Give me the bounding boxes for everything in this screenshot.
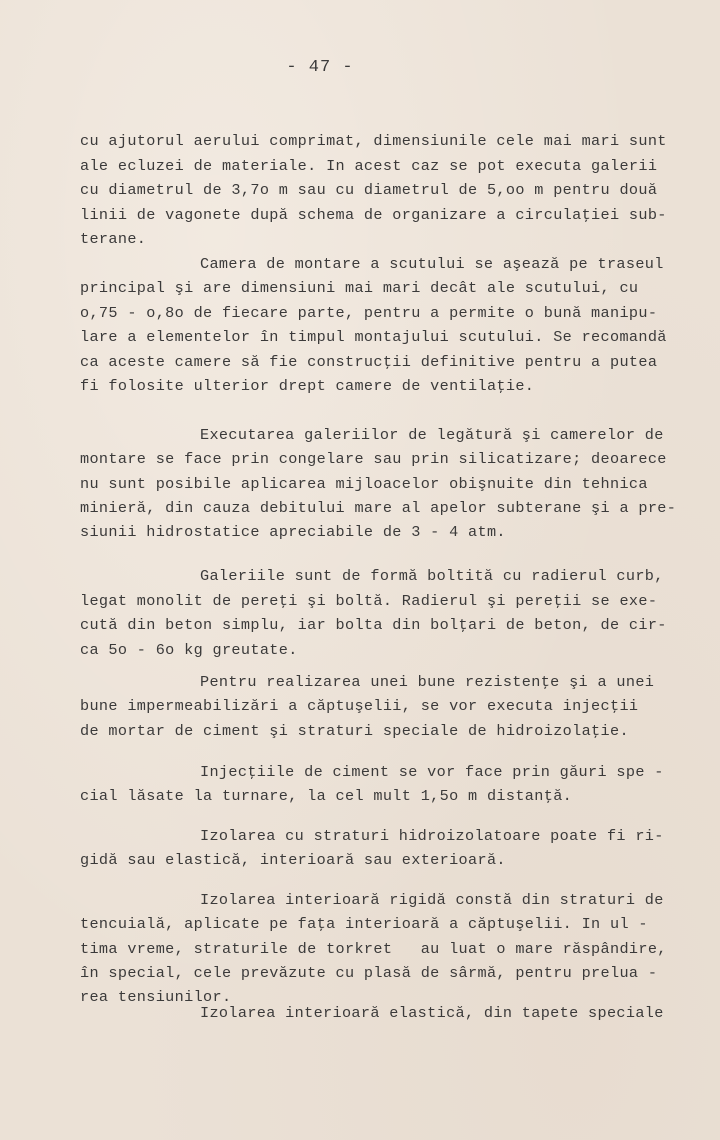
- text-line: rea tensiunilor.: [80, 988, 232, 1006]
- text-line: Galeriile sunt de formă boltită cu radierul curb,: [200, 567, 664, 585]
- text-line: bune impermeabilizări a căptuşelii, se vor executa injecţii: [80, 697, 639, 715]
- text-line: Izolarea interioară elastică, din tapete speciale: [200, 1004, 664, 1022]
- text-line: cu diametrul de 3,7o m sau cu diametrul de 5,oo m pentru două: [80, 181, 658, 199]
- text-line: lare a elementelor în timpul montajului scutului. Se recomandă: [80, 328, 667, 346]
- text-line: nu sunt posibile aplicarea mijloacelor obişnuite din tehnica: [80, 475, 648, 493]
- text-line: tima vreme, straturile de torkret au luat o mare răspândire,: [80, 940, 667, 958]
- text-line: Injecţiile de ciment se vor face prin găuri spe -: [200, 763, 664, 781]
- text-line: linii de vagonete după schema de organizare a circulaţiei sub-: [80, 206, 667, 224]
- text-line: Executarea galeriilor de legătură şi camerelor de: [200, 426, 664, 444]
- text-line: siunii hidrostatice apreciabile de 3 - 4 atm.: [80, 523, 506, 541]
- text-line: cută din beton simplu, iar bolta din bolţari de beton, de cir-: [80, 616, 667, 634]
- text-line: montare se face prin congelare sau prin silicatizare; deoarece: [80, 450, 667, 468]
- text-line: terane.: [80, 230, 147, 248]
- text-line: Izolarea interioară rigidă constă din straturi de: [200, 891, 664, 909]
- text-line: Izolarea cu straturi hidroizolatoare poate fi ri-: [200, 827, 664, 845]
- text-line: ca 5o - 6o kg greutate.: [80, 641, 298, 659]
- text-line: o,75 - o,8o de fiecare parte, pentru a permite o bună manipu-: [80, 304, 658, 322]
- text-line: în special, cele prevăzute cu plasă de sârmă, pentru prelua -: [80, 964, 658, 982]
- text-line: ca aceste camere să fie construcţii definitive pentru a putea: [80, 353, 658, 371]
- text-line: Camera de montare a scutului se aşează pe traseul: [200, 255, 664, 273]
- text-line: cu ajutorul aerului comprimat, dimensiunile cele mai mari sunt: [80, 132, 667, 150]
- text-line: principal şi are dimensiuni mai mari decât ale scutului, cu: [80, 279, 639, 297]
- text-line: Pentru realizarea unei bune rezistenţe şi a unei: [200, 673, 655, 691]
- text-line: fi folosite ulterior drept camere de ventilaţie.: [80, 377, 535, 395]
- page-number: - 47 -: [286, 58, 354, 77]
- text-line: minieră, din cauza debitului mare al apelor subterane şi a pre-: [80, 499, 677, 517]
- text-line: gidă sau elastică, interioară sau exterioară.: [80, 851, 506, 869]
- text-line: ale ecluzei de materiale. In acest caz se pot executa galerii: [80, 157, 658, 175]
- text-line: de mortar de ciment şi straturi speciale de hidroizolaţie.: [80, 722, 629, 740]
- text-line: legat monolit de pereţi şi boltă. Radierul şi pereţii se exe-: [80, 592, 658, 610]
- text-line: tencuială, aplicate pe faţa interioară a căptuşelii. In ul -: [80, 915, 648, 933]
- text-line: cial lăsate la turnare, la cel mult 1,5o m distanţă.: [80, 787, 573, 805]
